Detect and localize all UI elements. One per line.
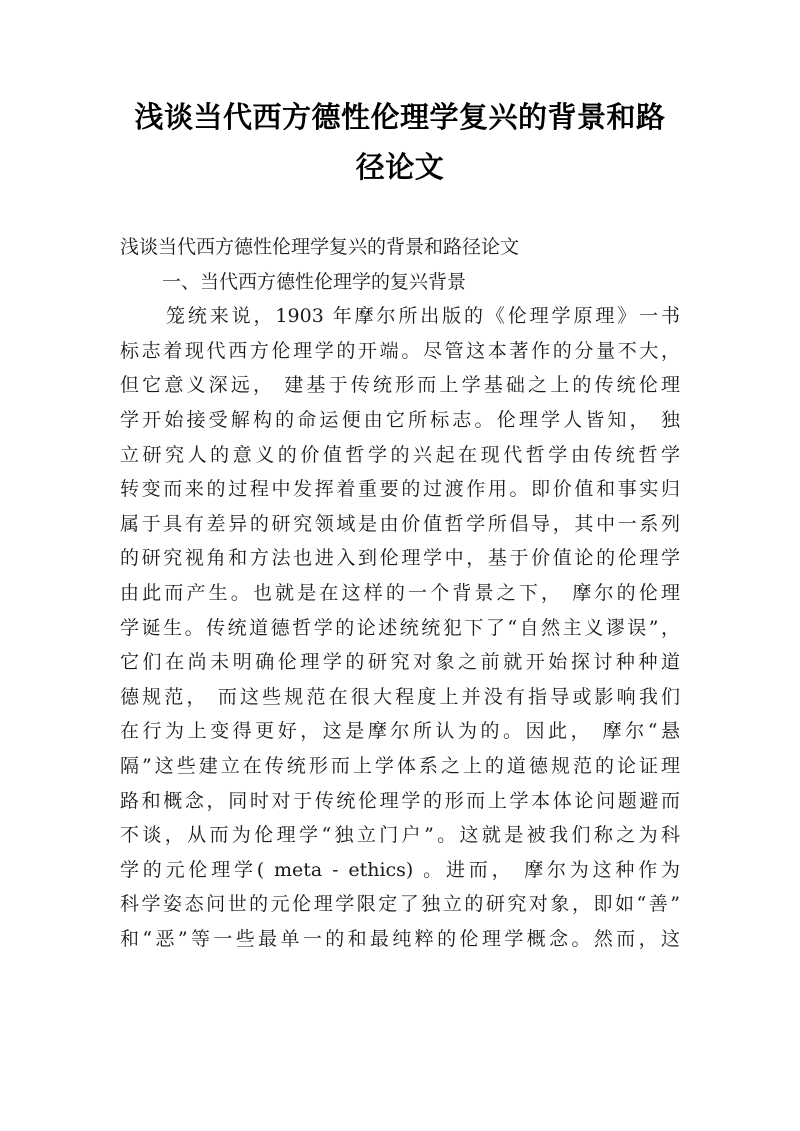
paragraph-line: 科学姿态问世的元伦理学限定了独立的研究对象，即如“善” bbox=[120, 893, 680, 916]
paragraph-line: 立研究人的意义的价值哲学的兴起在现代哲学由传统哲学 bbox=[120, 443, 680, 466]
paragraph-line: 学诞生。传统道德哲学的论述统统犯下了“自然主义谬误”， bbox=[120, 616, 680, 639]
paragraph-line: 笼统来说，1903 年摩尔所出版的《伦理学原理》一书 bbox=[166, 305, 680, 328]
section-heading: 一、当代西方德性伦理学的复兴背景 bbox=[162, 270, 467, 293]
subtitle: 浅谈当代西方德性伦理学复兴的背景和路径论文 bbox=[120, 236, 520, 258]
paragraph-line: 它们在尚未明确伦理学的研究对象之前就开始探讨种种道 bbox=[120, 651, 680, 674]
paragraph-line: 学的元伦理学( meta - ethics) 。进而， 摩尔为这种作为 bbox=[120, 858, 680, 881]
paragraph-line: 标志着现代西方伦理学的开端。尽管这本著作的分量不大， bbox=[120, 339, 680, 362]
document-body bbox=[120, 230, 680, 956]
paragraph-line: 转变而来的过程中发挥着重要的过渡作用。即价值和事实归 bbox=[120, 478, 680, 501]
paragraph-line: 属于具有差异的研究领域是由价值哲学所倡导，其中一系列 bbox=[120, 512, 680, 535]
paragraph-line: 的研究视角和方法也进入到伦理学中，基于价值论的伦理学 bbox=[120, 547, 680, 570]
paragraph-line: 和“恶”等一些最单一的和最纯粹的伦理学概念。然而，这 bbox=[120, 927, 680, 950]
paragraph-line: 由此而产生。也就是在这样的一个背景之下， 摩尔的伦理 bbox=[120, 581, 680, 604]
document-title bbox=[110, 92, 690, 192]
paragraph-line: 德规范， 而这些规范在很大程度上并没有指导或影响我们 bbox=[120, 685, 680, 708]
paragraph-line: 不谈，从而为伦理学“独立门户”。这就是被我们称之为科 bbox=[120, 824, 680, 847]
paragraph-line: 隔”这些建立在传统形而上学体系之上的道德规范的论证理 bbox=[120, 754, 680, 777]
paragraph-line: 路和概念，同时对于传统伦理学的形而上学本体论问题避而 bbox=[120, 789, 680, 812]
title-line-1: 浅谈当代西方德性伦理学复兴的背景和路 bbox=[134, 100, 666, 134]
title-line-2: 径论文 bbox=[355, 150, 445, 184]
paragraph-line: 在行为上变得更好，这是摩尔所认为的。因此， 摩尔“悬 bbox=[120, 720, 680, 743]
paragraph-line: 但它意义深远， 建基于传统形而上学基础之上的传统伦理 bbox=[120, 374, 680, 397]
paragraph-line: 学开始接受解构的命运便由它所标志。伦理学人皆知， 独 bbox=[120, 408, 680, 431]
